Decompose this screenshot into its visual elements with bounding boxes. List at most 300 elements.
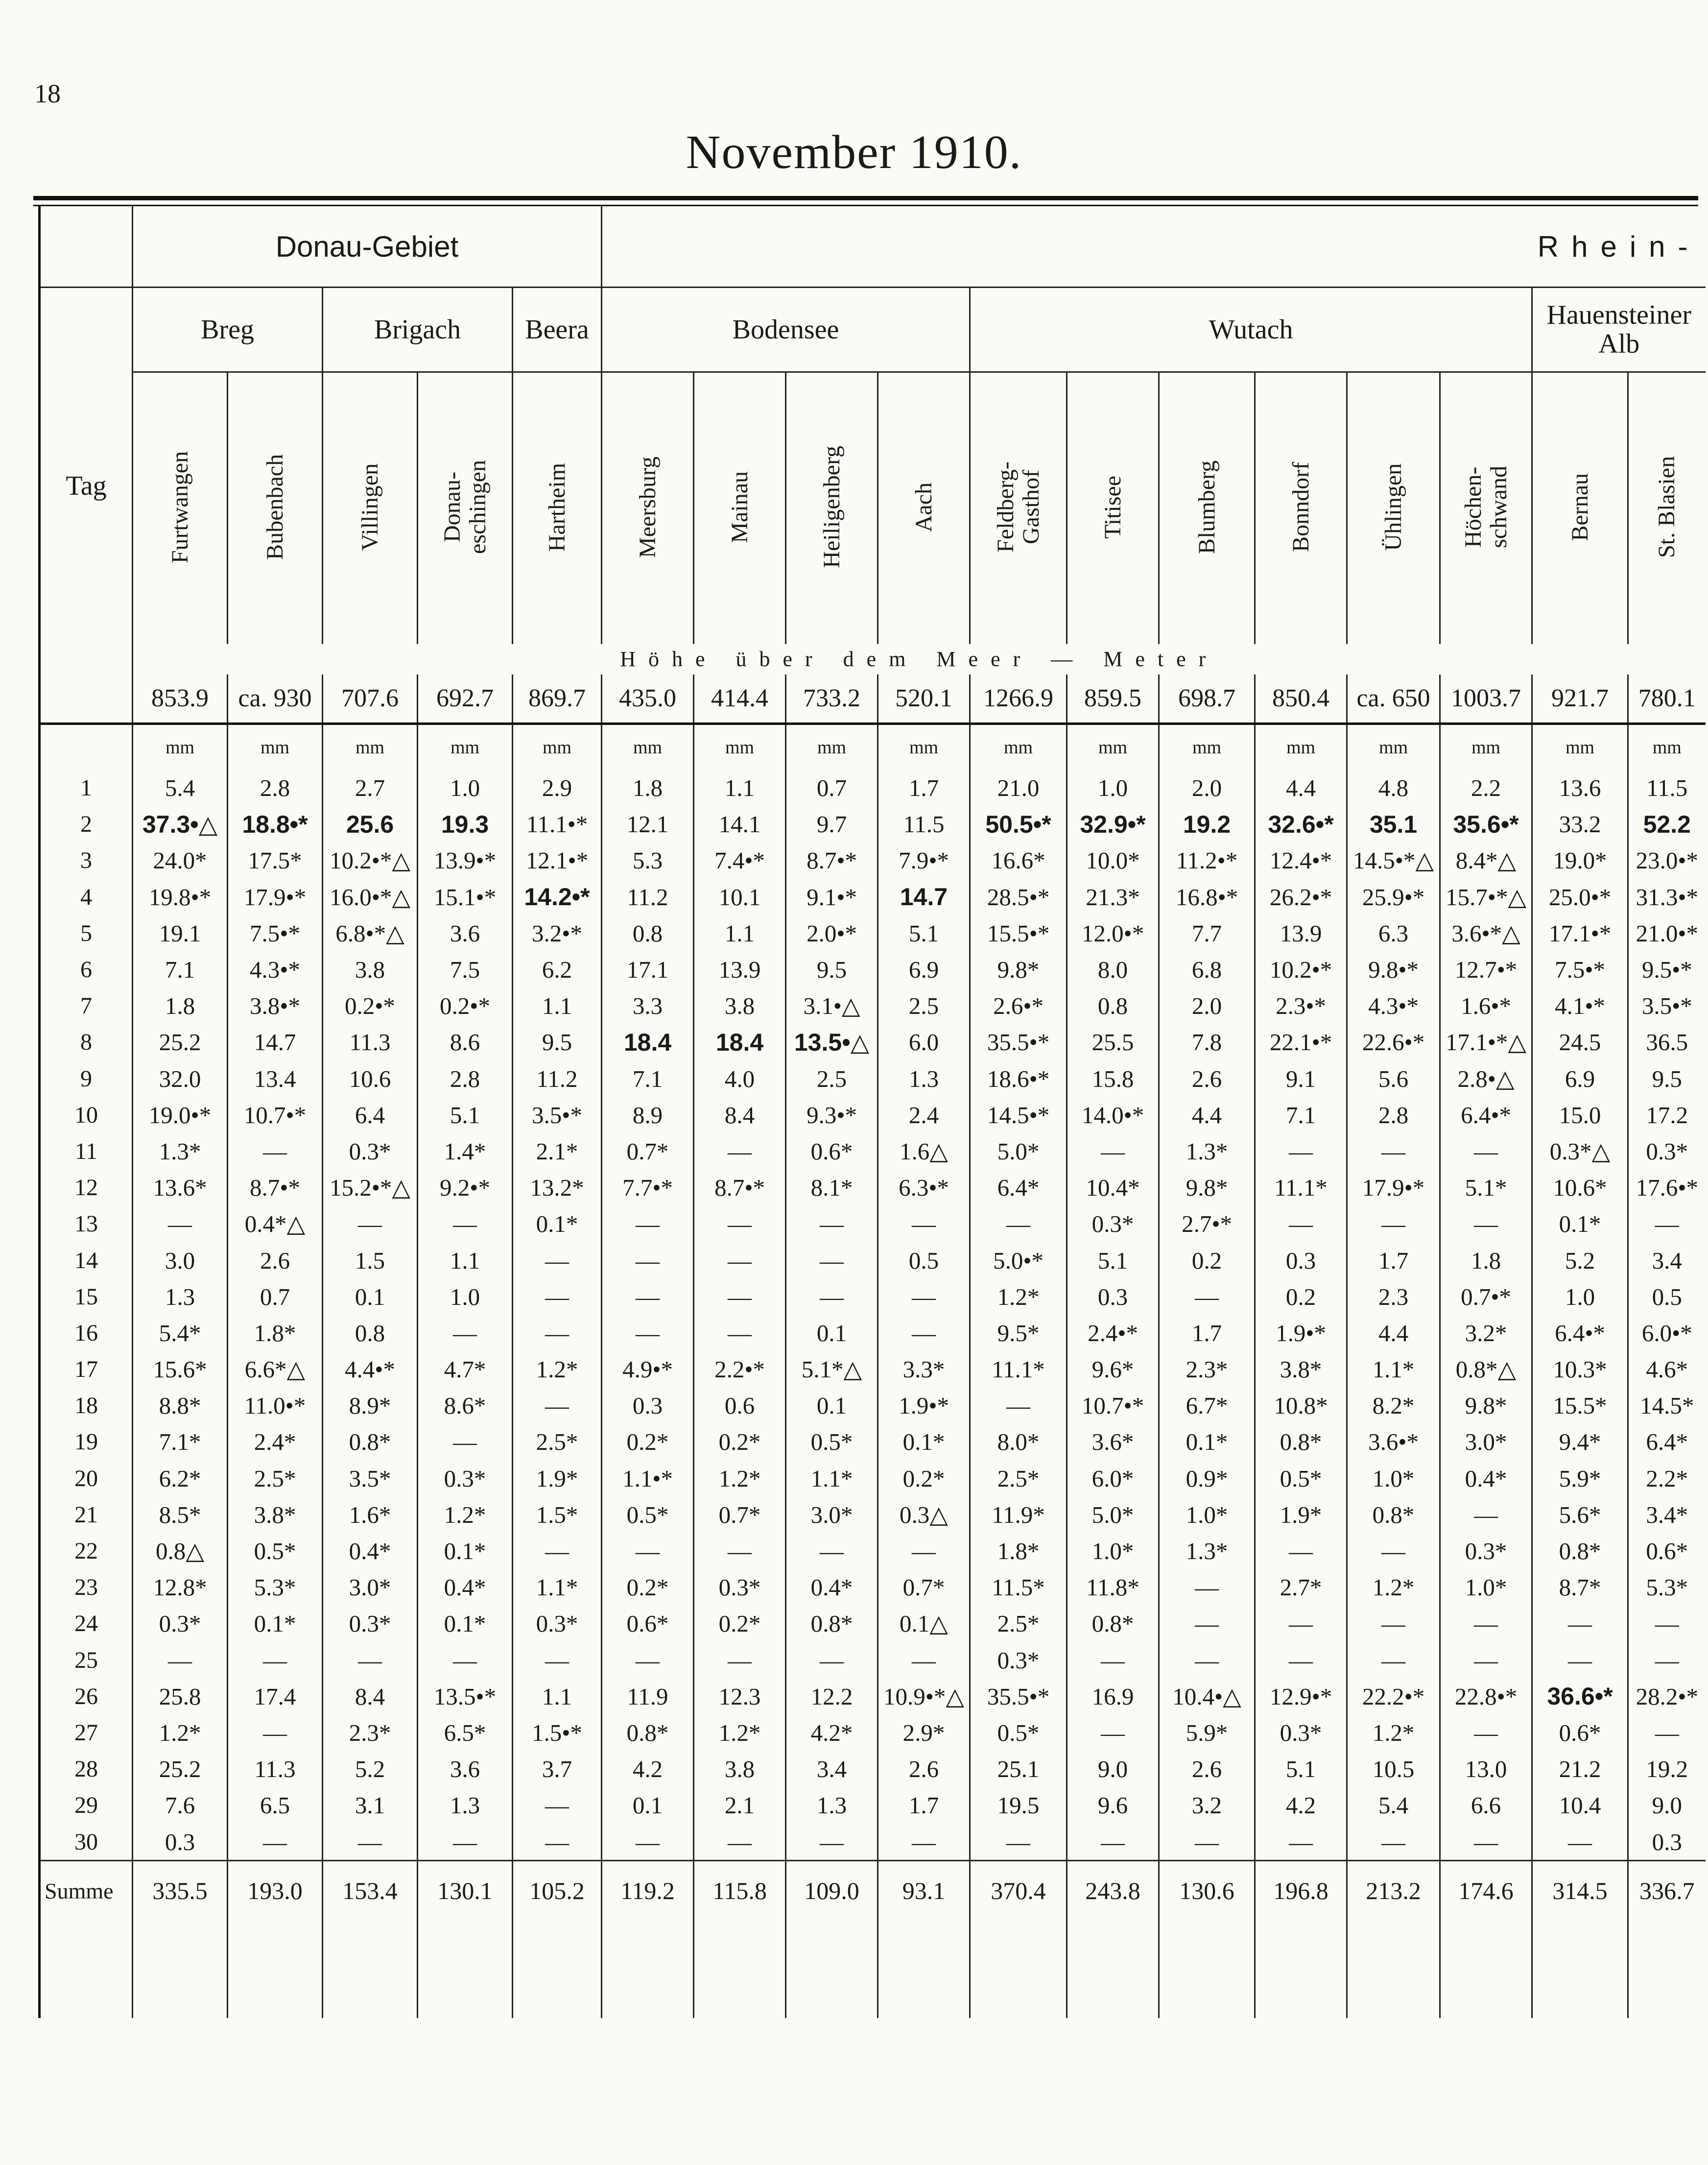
precip-value: 2.0 xyxy=(1159,770,1255,806)
table-row xyxy=(40,1569,1706,1606)
precip-value: 11.9* xyxy=(970,1496,1067,1533)
precip-value: 10.4•△ xyxy=(1159,1678,1255,1714)
station-name: Hartheim xyxy=(544,462,570,552)
precip-value: 35.5•* xyxy=(970,1024,1067,1060)
precip-value: 0.8 xyxy=(1067,988,1159,1024)
table-row xyxy=(40,1097,1706,1133)
precip-value: 3.8 xyxy=(694,988,786,1024)
precip-value: 14.1 xyxy=(694,806,786,842)
tail-cell xyxy=(878,1920,970,2018)
precip-value: 0.1* xyxy=(878,1424,970,1460)
precip-value: 5.1 xyxy=(878,915,970,951)
precip-value: 5.3* xyxy=(1628,1569,1706,1606)
precip-value: 4.4 xyxy=(1347,1315,1440,1351)
summe-value: 115.8 xyxy=(694,1861,786,1921)
summe-value: 130.6 xyxy=(1159,1861,1255,1921)
station-elevation: 853.9 xyxy=(133,674,228,724)
precip-value: 1.0 xyxy=(418,770,513,806)
precip-value: 0.5* xyxy=(602,1496,694,1533)
precip-value: 13.6* xyxy=(133,1170,228,1206)
precip-value: 1.9•* xyxy=(878,1388,970,1424)
tail-cell xyxy=(970,1920,1067,2018)
table-row xyxy=(40,1424,1706,1460)
precip-value: 0.2* xyxy=(602,1569,694,1606)
precip-value: 6.2 xyxy=(513,951,602,987)
precip-value: 4.2 xyxy=(602,1751,694,1787)
station-elevation: 707.6 xyxy=(323,674,418,724)
precip-value: 11.2 xyxy=(513,1060,602,1097)
precip-value: 1.0* xyxy=(1159,1496,1255,1533)
tail-cell xyxy=(323,1920,418,2018)
precip-value: — xyxy=(878,1206,970,1242)
precip-value: 9.2•* xyxy=(418,1170,513,1206)
precip-value: 0.3 xyxy=(1067,1278,1159,1315)
precip-value: 1.6△ xyxy=(878,1133,970,1169)
precip-value: 0.5* xyxy=(970,1714,1067,1751)
precip-value: 25.8 xyxy=(133,1678,228,1714)
precip-value: 2.9* xyxy=(878,1714,970,1751)
precip-value: 14.0•* xyxy=(1067,1097,1159,1133)
precip-value: 21.2 xyxy=(1532,1751,1628,1787)
precip-value: 3.8 xyxy=(694,1751,786,1787)
precip-value: — xyxy=(228,1824,323,1861)
precip-value: 6.5 xyxy=(228,1787,323,1824)
precip-value: 4.0 xyxy=(694,1060,786,1097)
table-row xyxy=(40,1642,1706,1678)
summe-value: 370.4 xyxy=(970,1861,1067,1921)
station-name: Höchen-schwand xyxy=(1460,466,1512,549)
tail-cell xyxy=(40,1920,133,2018)
precip-value: 19.2 xyxy=(1159,806,1255,842)
precip-value: 0.1* xyxy=(1159,1424,1255,1460)
precip-value: 12.3 xyxy=(694,1678,786,1714)
day-number: 22 xyxy=(40,1533,133,1569)
precip-value: — xyxy=(786,1242,878,1278)
precip-value: 2.2* xyxy=(1628,1460,1706,1496)
precip-value: 7.8 xyxy=(1159,1024,1255,1060)
summe-value: 314.5 xyxy=(1532,1861,1628,1921)
precip-value: 19.5 xyxy=(970,1787,1067,1824)
precip-value: — xyxy=(418,1206,513,1242)
precip-value: 16.9 xyxy=(1067,1678,1159,1714)
precip-value: 0.2* xyxy=(878,1460,970,1496)
precip-value: 9.8* xyxy=(1440,1388,1532,1424)
station-elevation: 921.7 xyxy=(1532,674,1628,724)
station-elevation: 520.1 xyxy=(878,674,970,724)
precip-value: 0.3 xyxy=(133,1824,228,1861)
precip-value: — xyxy=(1532,1642,1628,1678)
day-number: 15 xyxy=(40,1278,133,1315)
precip-value: — xyxy=(1347,1606,1440,1642)
precip-value: — xyxy=(1347,1824,1440,1861)
precip-value: 19.0•* xyxy=(133,1097,228,1133)
elev-spacer xyxy=(40,674,133,724)
unit-label: mm xyxy=(1532,723,1628,770)
table-row xyxy=(40,842,1706,879)
precip-value: 24.5 xyxy=(1532,1024,1628,1060)
precip-value: 10.2•* xyxy=(1255,951,1347,987)
precip-value: 5.0•* xyxy=(970,1242,1067,1278)
precip-value: 0.9* xyxy=(1159,1460,1255,1496)
precip-value: — xyxy=(602,1206,694,1242)
unit-label: mm xyxy=(1067,723,1159,770)
tail-cell xyxy=(694,1920,786,2018)
precip-value: 12.9•* xyxy=(1255,1678,1347,1714)
precip-value: 3.7 xyxy=(513,1751,602,1787)
precip-value: 6.9 xyxy=(1532,1060,1628,1097)
precip-value: 1.7 xyxy=(878,770,970,806)
precip-value: 11.5 xyxy=(1628,770,1706,806)
precip-value: 5.1 xyxy=(1255,1751,1347,1787)
precip-value: 5.4* xyxy=(133,1315,228,1351)
day-number: 24 xyxy=(40,1606,133,1642)
precip-value: — xyxy=(513,1533,602,1569)
precip-value: 1.3 xyxy=(878,1060,970,1097)
summe-value: 153.4 xyxy=(323,1861,418,1921)
hoehe-label: Höhe über dem Meer — Meter xyxy=(133,644,1706,674)
station-header xyxy=(1067,372,1159,644)
precip-value: 31.3•* xyxy=(1628,879,1706,915)
precip-value: — xyxy=(602,1278,694,1315)
precip-value: 12.0•* xyxy=(1067,915,1159,951)
precip-value: 3.3 xyxy=(602,988,694,1024)
day-number: 19 xyxy=(40,1424,133,1460)
precip-value: — xyxy=(513,1787,602,1824)
station-header xyxy=(513,372,602,644)
precip-value: 14.5•* xyxy=(970,1097,1067,1133)
precip-value: 2.4 xyxy=(878,1097,970,1133)
precip-value: 7.1 xyxy=(133,951,228,987)
table-row xyxy=(40,951,1706,987)
table-row xyxy=(40,1206,1706,1242)
precip-value: — xyxy=(602,1642,694,1678)
day-number: 29 xyxy=(40,1787,133,1824)
precip-value: 6.2* xyxy=(133,1460,228,1496)
station-header xyxy=(786,372,878,644)
table-row xyxy=(40,770,1706,806)
tail-cell xyxy=(513,1920,602,2018)
station-header xyxy=(1532,372,1628,644)
table-row xyxy=(40,1751,1706,1787)
precip-value: 9.1•* xyxy=(786,879,878,915)
precip-value: 0.3△ xyxy=(878,1496,970,1533)
precip-value: — xyxy=(786,1206,878,1242)
precip-value: 3.8* xyxy=(1255,1351,1347,1388)
precip-value: 9.3•* xyxy=(786,1097,878,1133)
station-name: Donau-eschingen xyxy=(439,460,491,554)
precip-value: 1.1 xyxy=(694,770,786,806)
precip-value: 1.1•* xyxy=(602,1460,694,1496)
precip-value: — xyxy=(1440,1606,1532,1642)
precip-value: — xyxy=(694,1133,786,1169)
precip-value: 2.3* xyxy=(1159,1351,1255,1388)
precip-value: — xyxy=(786,1824,878,1861)
day-number: 21 xyxy=(40,1496,133,1533)
precip-value: — xyxy=(1255,1533,1347,1569)
day-number: 17 xyxy=(40,1351,133,1388)
precip-value: 0.2 xyxy=(1255,1278,1347,1315)
precip-value: 3.0* xyxy=(786,1496,878,1533)
station-elevation: 733.2 xyxy=(786,674,878,724)
precip-value: 3.0* xyxy=(323,1569,418,1606)
precip-value: 8.7•* xyxy=(228,1170,323,1206)
precip-value: 17.4 xyxy=(228,1678,323,1714)
precip-value: 0.3* xyxy=(1067,1206,1159,1242)
precip-value: 8.0 xyxy=(1067,951,1159,987)
precip-value: 0.3* xyxy=(1440,1533,1532,1569)
precip-value: 3.0 xyxy=(133,1242,228,1278)
day-number: 4 xyxy=(40,879,133,915)
precip-value: 5.2 xyxy=(1532,1242,1628,1278)
precip-value: 9.1 xyxy=(1255,1060,1347,1097)
precip-value: 25.9•* xyxy=(1347,879,1440,915)
precip-value: 3.6* xyxy=(1067,1424,1159,1460)
precip-value: 0.8* xyxy=(1067,1606,1159,1642)
precip-value: — xyxy=(513,1315,602,1351)
precip-value: 3.8•* xyxy=(228,988,323,1024)
precip-value: — xyxy=(694,1533,786,1569)
precip-value: — xyxy=(694,1315,786,1351)
precip-value: 10.6 xyxy=(323,1060,418,1097)
precip-value: — xyxy=(1347,1533,1440,1569)
precip-value: 11.0•* xyxy=(228,1388,323,1424)
precip-value: 2.0 xyxy=(1159,988,1255,1024)
precip-value: 11.5 xyxy=(878,806,970,842)
river-breg: Breg xyxy=(133,288,323,372)
precip-value: — xyxy=(1440,1496,1532,1533)
summe-value: 243.8 xyxy=(1067,1861,1159,1921)
precip-value: 5.0* xyxy=(970,1133,1067,1169)
tail-cell xyxy=(602,1920,694,2018)
precip-value: 15.6* xyxy=(133,1351,228,1388)
unit-label: mm xyxy=(602,723,694,770)
precip-value: — xyxy=(418,1424,513,1460)
precip-value: 1.2* xyxy=(1347,1569,1440,1606)
precip-value: 0.8 xyxy=(602,915,694,951)
station-elevation: 850.4 xyxy=(1255,674,1347,724)
table-row xyxy=(40,1315,1706,1351)
precip-value: 22.8•* xyxy=(1440,1678,1532,1714)
precip-value: 0.2 xyxy=(1159,1242,1255,1278)
precip-value: 1.3 xyxy=(133,1278,228,1315)
precip-value: 2.8 xyxy=(1347,1097,1440,1133)
precip-value: 12.1•* xyxy=(513,842,602,879)
precip-value: 35.1 xyxy=(1347,806,1440,842)
day-number: 8 xyxy=(40,1024,133,1060)
precip-value: — xyxy=(602,1824,694,1861)
precip-value: 0.5* xyxy=(1255,1460,1347,1496)
station-elevation: 1266.9 xyxy=(970,674,1067,724)
tail-cell xyxy=(1159,1920,1255,2018)
precip-value: 15.7•*△ xyxy=(1440,879,1532,915)
precip-value: 1.0 xyxy=(418,1278,513,1315)
precip-value: 6.4 xyxy=(323,1097,418,1133)
precip-value: 0.3 xyxy=(602,1388,694,1424)
precip-value: 2.5* xyxy=(970,1460,1067,1496)
precip-value: 4.2* xyxy=(786,1714,878,1751)
station-name: Meersburg xyxy=(634,456,661,558)
precip-value: 35.6•* xyxy=(1440,806,1532,842)
corner-cell xyxy=(40,206,133,288)
precip-value: 4.8 xyxy=(1347,770,1440,806)
region-rhein: Rhein- xyxy=(602,206,1706,288)
precip-value: 11.1* xyxy=(970,1351,1067,1388)
precip-value: — xyxy=(970,1206,1067,1242)
summe-value: 336.7 xyxy=(1628,1861,1706,1921)
precip-value: 7.1 xyxy=(602,1060,694,1097)
precip-value: 2.6 xyxy=(1159,1060,1255,1097)
precip-value: 0.1△ xyxy=(878,1606,970,1642)
precip-value: 2.6•* xyxy=(970,988,1067,1024)
precip-value: — xyxy=(878,1824,970,1861)
precip-value: 8.0* xyxy=(970,1424,1067,1460)
precip-value: — xyxy=(970,1824,1067,1861)
precip-value: 0.7* xyxy=(878,1569,970,1606)
day-number: 2 xyxy=(40,806,133,842)
precip-value: 19.1 xyxy=(133,915,228,951)
day-number: 25 xyxy=(40,1642,133,1678)
precip-value: 25.6 xyxy=(323,806,418,842)
precip-value: — xyxy=(1159,1278,1255,1315)
precip-value: — xyxy=(694,1824,786,1861)
precip-value: 0.4* xyxy=(418,1569,513,1606)
unit-label: mm xyxy=(513,723,602,770)
precip-value: — xyxy=(1067,1714,1159,1751)
precip-value: 5.3* xyxy=(228,1569,323,1606)
precip-value: 8.1* xyxy=(786,1170,878,1206)
station-name: Bernau xyxy=(1566,473,1593,541)
precip-value: 0.7•* xyxy=(1440,1278,1532,1315)
precip-value: 8.8* xyxy=(133,1388,228,1424)
precip-value: — xyxy=(1532,1824,1628,1861)
precip-value: 6.8 xyxy=(1159,951,1255,987)
summe-value: 193.0 xyxy=(228,1861,323,1921)
precip-value: 1.8 xyxy=(602,770,694,806)
precip-value: — xyxy=(513,1388,602,1424)
precip-value: 5.6* xyxy=(1532,1496,1628,1533)
precip-value: 11.3 xyxy=(323,1024,418,1060)
precip-value: 22.6•* xyxy=(1347,1024,1440,1060)
precip-value: 25.2 xyxy=(133,1751,228,1787)
precip-value: 1.0* xyxy=(1440,1569,1532,1606)
station-name: St. Blasien xyxy=(1654,456,1680,558)
precip-value: 2.3 xyxy=(1347,1278,1440,1315)
precip-value: 3.3* xyxy=(878,1351,970,1388)
precip-value: 1.4* xyxy=(418,1133,513,1169)
precip-value: 15.1•* xyxy=(418,879,513,915)
station-name: Heiligenberg xyxy=(818,446,845,569)
precip-value: 17.9•* xyxy=(1347,1170,1440,1206)
precip-value: — xyxy=(1255,1206,1347,1242)
precip-value: 5.1*△ xyxy=(786,1351,878,1388)
precip-value: 1.1 xyxy=(418,1242,513,1278)
precip-value: — xyxy=(513,1242,602,1278)
precip-value: 21.0•* xyxy=(1628,915,1706,951)
table-row xyxy=(40,806,1706,842)
unit-label: mm xyxy=(1347,723,1440,770)
summe-value: 213.2 xyxy=(1347,1861,1440,1921)
precip-value: 1.7 xyxy=(1347,1242,1440,1278)
precip-value: 7.9•* xyxy=(878,842,970,879)
station-name: Ühlingen xyxy=(1380,463,1406,551)
precip-value: — xyxy=(513,1642,602,1678)
precip-value: 4.4•* xyxy=(323,1351,418,1388)
precip-value: 6.0* xyxy=(1067,1460,1159,1496)
precip-value: — xyxy=(1440,1824,1532,1861)
unit-label: mm xyxy=(133,723,228,770)
precip-value: — xyxy=(1532,1606,1628,1642)
station-header xyxy=(1159,372,1255,644)
precip-value: 2.7 xyxy=(323,770,418,806)
precip-value: 1.8 xyxy=(1440,1242,1532,1278)
precip-value: 19.0* xyxy=(1532,842,1628,879)
precip-value: 0.2* xyxy=(602,1424,694,1460)
precip-value: — xyxy=(694,1278,786,1315)
precip-value: 1.5•* xyxy=(513,1714,602,1751)
precip-value: 17.2 xyxy=(1628,1097,1706,1133)
day-number: 11 xyxy=(40,1133,133,1169)
precip-value: 5.3 xyxy=(602,842,694,879)
precip-value: 6.6 xyxy=(1440,1787,1532,1824)
precip-value: 6.4* xyxy=(970,1170,1067,1206)
station-name: Mainau xyxy=(726,471,753,543)
precip-value: 19.2 xyxy=(1628,1751,1706,1787)
precip-value: 6.3 xyxy=(1347,915,1440,951)
precip-value: 0.3* xyxy=(513,1606,602,1642)
precip-value: — xyxy=(1159,1824,1255,1861)
day-number: 26 xyxy=(40,1678,133,1714)
precip-value: — xyxy=(228,1642,323,1678)
precip-value: 2.1 xyxy=(694,1787,786,1824)
precip-value: 0.5 xyxy=(1628,1278,1706,1315)
table-row xyxy=(40,1278,1706,1315)
day-number: 13 xyxy=(40,1206,133,1242)
precip-value: 10.7•* xyxy=(1067,1388,1159,1424)
table-row xyxy=(40,988,1706,1024)
precip-value: 2.6 xyxy=(1159,1751,1255,1787)
tail-cell xyxy=(1255,1920,1347,2018)
river-wutach: Wutach xyxy=(970,288,1532,372)
precip-value: 0.7 xyxy=(786,770,878,806)
tail-cell xyxy=(786,1920,878,2018)
precip-value: 0.3* xyxy=(418,1460,513,1496)
day-number: 18 xyxy=(40,1388,133,1424)
precip-value: 6.4•* xyxy=(1440,1097,1532,1133)
unit-label: mm xyxy=(970,723,1067,770)
precip-value: 11.1•* xyxy=(513,806,602,842)
precip-value: 14.2•* xyxy=(513,879,602,915)
precip-value: 17.1•*△ xyxy=(1440,1024,1532,1060)
precip-value: 6.0•* xyxy=(1628,1315,1706,1351)
precip-value: — xyxy=(1067,1642,1159,1678)
precip-value: 1.2* xyxy=(133,1714,228,1751)
summe-value: 105.2 xyxy=(513,1861,602,1921)
precip-value: 1.3 xyxy=(786,1787,878,1824)
corner-cell-2 xyxy=(40,288,133,372)
summe-value: 130.1 xyxy=(418,1861,513,1921)
precip-value: 0.3* xyxy=(970,1642,1067,1678)
precip-value: 9.4* xyxy=(1532,1424,1628,1460)
precip-value: 0.3* xyxy=(133,1606,228,1642)
precip-value: 9.5 xyxy=(1628,1060,1706,1097)
station-elevation: ca. 930 xyxy=(228,674,323,724)
precip-value: 12.4•* xyxy=(1255,842,1347,879)
precip-value: 6.6*△ xyxy=(228,1351,323,1388)
precip-value: 10.4 xyxy=(1532,1787,1628,1824)
station-elevation: 435.0 xyxy=(602,674,694,724)
precip-value: 28.2•* xyxy=(1628,1678,1706,1714)
day-number: 1 xyxy=(40,770,133,806)
